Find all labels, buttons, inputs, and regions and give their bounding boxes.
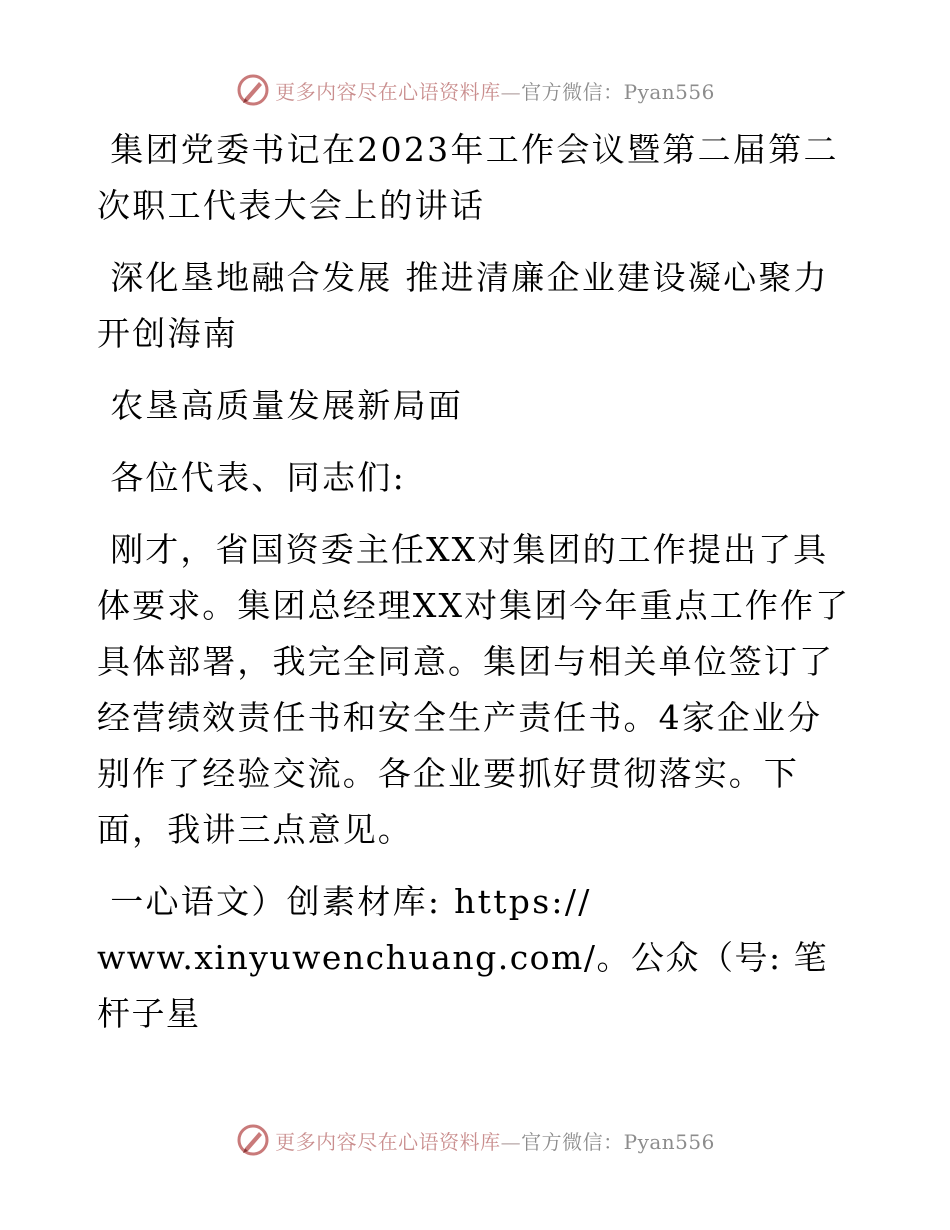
- footer-watermark: [0, 1120, 950, 1160]
- watermark-text: 更多内容尽在心语资料库—官方微信：Pyan556: [275, 79, 715, 104]
- pen-logo-icon: [235, 72, 271, 108]
- document-subtitle-line-2: 农垦高质量发展新局面: [110, 386, 464, 425]
- greeting: 各位代表、同志们:: [110, 458, 407, 497]
- header-watermark: [0, 70, 950, 110]
- document-subtitle-line-1: 深化垦地融合发展 推进清廉企业建设凝心聚力开创海南: [97, 258, 829, 353]
- document-body: [97, 122, 857, 1058]
- watermark-text: 更多内容尽在心语资料库—官方微信：Pyan556: [275, 1129, 715, 1154]
- source-line-1: 一心语文）创素材库: https://: [110, 882, 592, 921]
- document-title: 集团党委书记在2023年工作会议暨第二届第二次职工代表大会上的讲话: [97, 130, 839, 225]
- pen-logo-icon: [235, 1122, 271, 1158]
- body-paragraph: 刚才，省国资委主任XX对集团的工作提出了具体要求。集团总经理XX对集团今年重点工作作了具体部署，我完全同意。集团与相关单位签订了经营绩效责任书和安全生产责任书。4家企业分别作了经验交流。各企业要抓好贯彻落实。下面，我讲三点意见。: [97, 530, 851, 849]
- source-line-2: www.xinyuwenchuang.com/。公众（号: 笔杆子星: [97, 938, 829, 1033]
